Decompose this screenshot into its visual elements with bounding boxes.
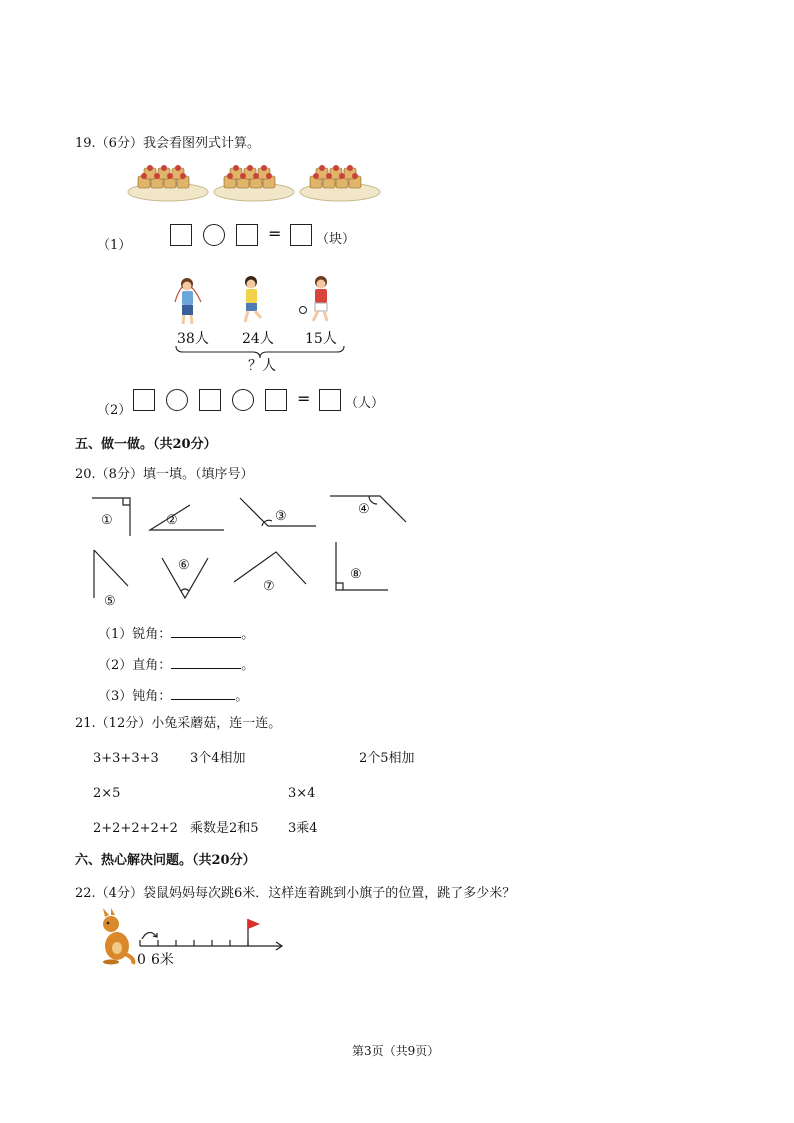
q22-title: 22.（4分）袋鼠妈妈每次跳6米．这样连着跳到小旗子的位置，跳了多少米？ bbox=[75, 886, 516, 901]
equals-sign: = bbox=[297, 389, 311, 408]
match-item[interactable]: 3×4 bbox=[288, 786, 316, 801]
right-blank[interactable] bbox=[171, 656, 241, 669]
number-line-six-meters: 6米 bbox=[151, 952, 174, 968]
cake-plate-3 bbox=[300, 165, 380, 201]
operator-circle[interactable] bbox=[232, 389, 254, 411]
match-item[interactable]: 3个4相加 bbox=[190, 751, 246, 766]
number-line bbox=[136, 915, 288, 955]
cake-plate-2 bbox=[214, 165, 294, 201]
period: 。 bbox=[241, 627, 255, 642]
period: 。 bbox=[241, 658, 255, 673]
angle-4-label: ④ bbox=[358, 502, 370, 517]
equals-sign: = bbox=[268, 224, 282, 243]
angle-5-label: ⑤ bbox=[104, 594, 116, 609]
brace-total-label: ？人 bbox=[248, 358, 276, 374]
answer-box[interactable] bbox=[199, 389, 221, 411]
angle-2-label: ② bbox=[166, 513, 178, 528]
right-answer-line bbox=[98, 656, 254, 674]
q19-part1-label: （1） bbox=[97, 238, 132, 253]
obtuse-label: （3）钝角： bbox=[98, 689, 172, 704]
angle-8-label: ⑧ bbox=[350, 567, 362, 582]
match-item[interactable]: 3+3+3+3 bbox=[93, 751, 159, 766]
right-label: （2）直角： bbox=[98, 658, 172, 673]
child-jumping-rope-icon bbox=[175, 278, 201, 324]
match-item[interactable]: 2个5相加 bbox=[359, 751, 415, 766]
cake-plates-illustration bbox=[130, 160, 390, 204]
q19-part2-unit: （人） bbox=[345, 396, 385, 411]
q21-title: 21.（12分）小兔采蘑菇，连一连。 bbox=[75, 716, 282, 731]
match-item[interactable]: 2+2+2+2+2 bbox=[93, 821, 178, 836]
angle-5 bbox=[94, 550, 128, 598]
people-count-label: 15人 bbox=[305, 331, 337, 347]
cake-plate-1 bbox=[128, 165, 208, 201]
answer-box[interactable] bbox=[170, 224, 192, 246]
page-footer: 第3页（共9页） bbox=[352, 1044, 440, 1058]
section-5-title: 五、做一做。（共20分） bbox=[75, 437, 217, 452]
q19-part1-unit: （块） bbox=[316, 232, 356, 247]
q19-part2-label: （2） bbox=[97, 403, 132, 418]
q20-title: 20.（8分）填一填。（填序号） bbox=[75, 467, 254, 482]
acute-blank[interactable] bbox=[171, 625, 241, 638]
child-playing-shuttlecock-icon bbox=[245, 276, 261, 322]
angle-6-label: ⑥ bbox=[178, 558, 190, 573]
angle-2 bbox=[150, 505, 224, 530]
curly-brace bbox=[175, 345, 345, 359]
angles-figure bbox=[90, 490, 420, 610]
section-6-title: 六、热心解决问题。（共20分） bbox=[75, 853, 256, 868]
kangaroo-icon bbox=[95, 908, 135, 964]
answer-box[interactable] bbox=[290, 224, 312, 246]
angle-1-label: ① bbox=[101, 513, 113, 528]
number-line-zero: 0 bbox=[137, 952, 146, 968]
obtuse-answer-line bbox=[98, 687, 248, 705]
people-count-label: 24人 bbox=[242, 331, 274, 347]
operator-circle[interactable] bbox=[203, 224, 225, 246]
answer-box[interactable] bbox=[265, 389, 287, 411]
obtuse-blank[interactable] bbox=[171, 687, 235, 700]
q19-title: 19.（6分）我会看图列式计算。 bbox=[75, 136, 260, 151]
angle-7-label: ⑦ bbox=[263, 579, 275, 594]
match-item[interactable]: 乘数是2和5 bbox=[190, 821, 259, 836]
match-item[interactable]: 2×5 bbox=[93, 786, 121, 801]
answer-box[interactable] bbox=[319, 389, 341, 411]
answer-box[interactable] bbox=[236, 224, 258, 246]
period: 。 bbox=[235, 689, 249, 704]
flag-icon bbox=[248, 919, 260, 929]
operator-circle[interactable] bbox=[166, 389, 188, 411]
child-playing-football-icon bbox=[300, 276, 328, 321]
angle-8 bbox=[336, 542, 388, 590]
children-illustration bbox=[165, 272, 345, 332]
match-item[interactable]: 3乘4 bbox=[288, 821, 318, 836]
acute-answer-line bbox=[98, 625, 254, 643]
angle-3-label: ③ bbox=[275, 509, 287, 524]
people-count-label: 38人 bbox=[177, 331, 209, 347]
answer-box[interactable] bbox=[133, 389, 155, 411]
acute-label: （1）锐角： bbox=[98, 627, 172, 642]
